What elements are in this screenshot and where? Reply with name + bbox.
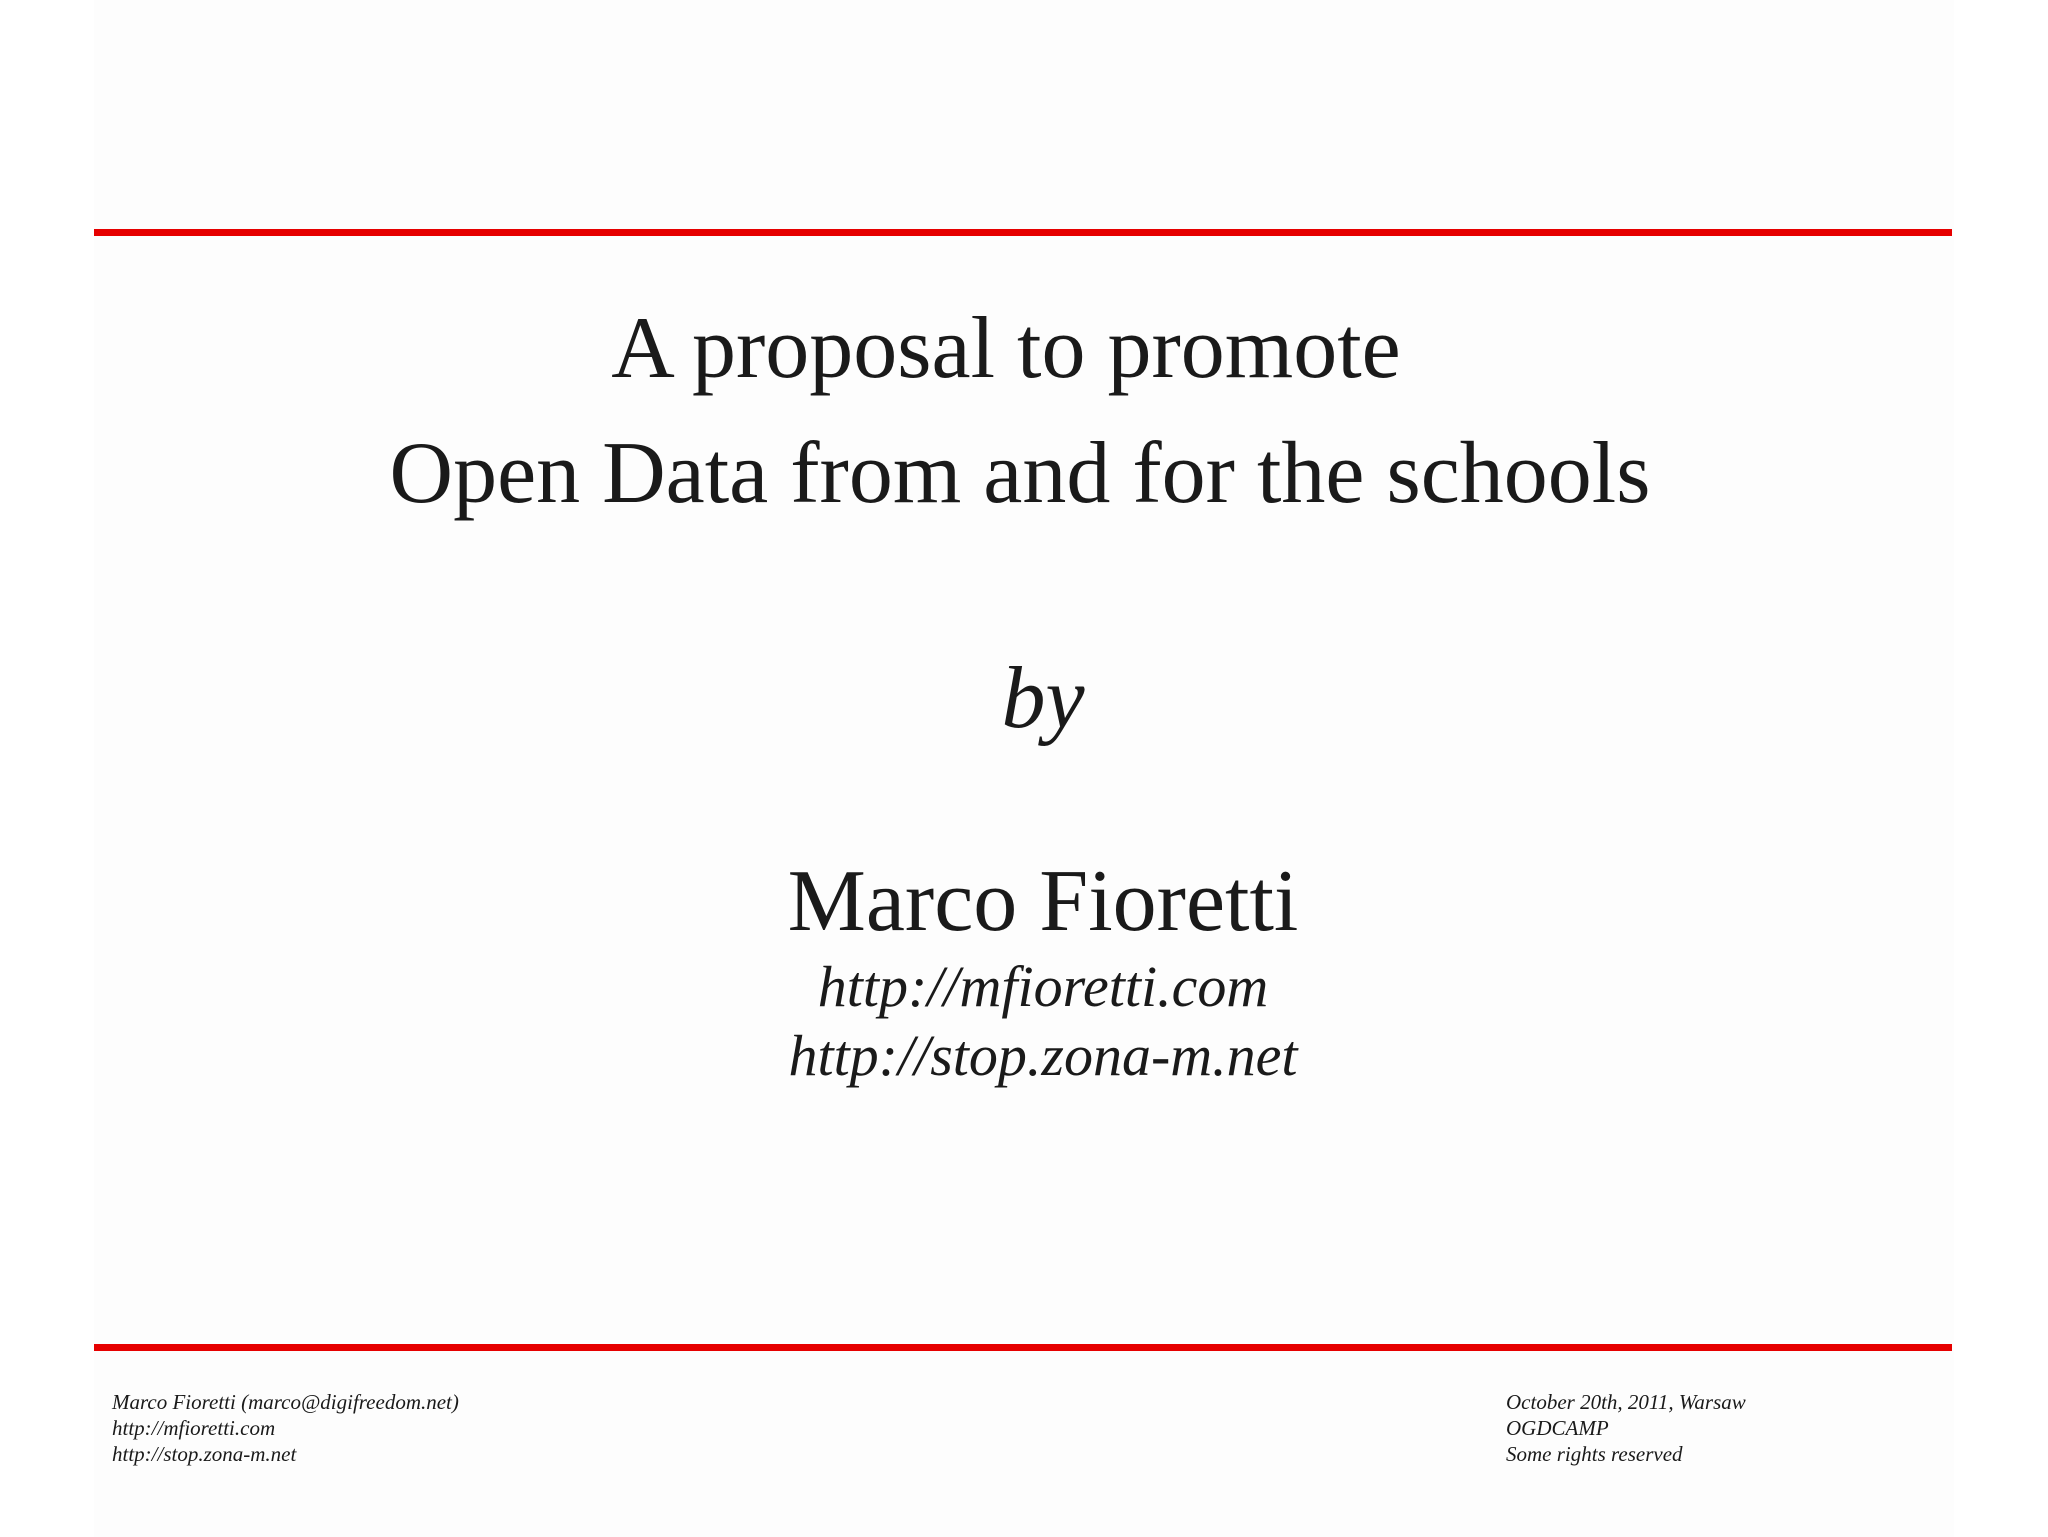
footer-right xyxy=(1506,1389,1746,1467)
top-red-rule xyxy=(94,229,1952,236)
title-line-2: Open Data from and for the schools xyxy=(389,425,1651,522)
footer-rights: Some rights reserved xyxy=(1506,1442,1683,1466)
footer-author-email: Marco Fioretti (marco@digifreedom.net) xyxy=(112,1390,459,1414)
title-line-1: A proposal to promote xyxy=(611,300,1401,397)
author-url-1[interactable]: http://mfioretti.com xyxy=(817,954,1269,1019)
by-label: by xyxy=(1001,650,1085,747)
footer-left xyxy=(112,1389,459,1467)
footer-url-1[interactable]: http://mfioretti.com xyxy=(112,1416,276,1440)
footer-event: OGDCAMP xyxy=(1506,1416,1609,1440)
bottom-red-rule xyxy=(94,1344,1952,1351)
author-name: Marco Fioretti xyxy=(787,853,1299,950)
footer-url-2[interactable]: http://stop.zona-m.net xyxy=(112,1442,297,1466)
author-url-2[interactable]: http://stop.zona-m.net xyxy=(788,1023,1298,1088)
footer-date-location: October 20th, 2011, Warsaw xyxy=(1506,1390,1746,1414)
